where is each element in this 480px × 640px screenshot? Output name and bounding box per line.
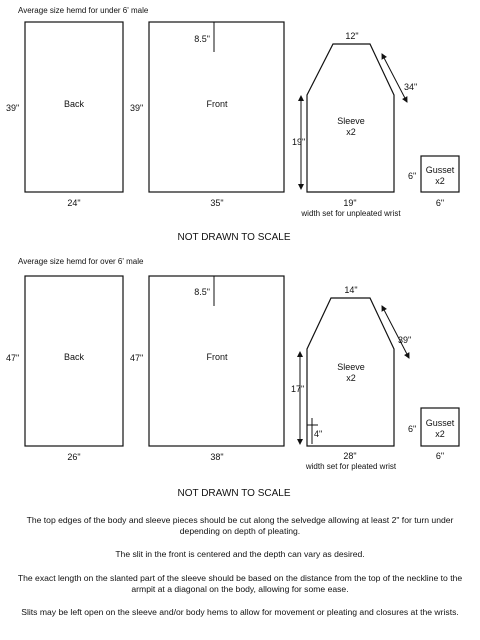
section2-gusset-bottom: 6": [435, 451, 445, 461]
section1-sleeve-bottom: 19": [343, 198, 357, 208]
section2-back-width: 26": [67, 452, 81, 462]
note-slit: The slit in the front is centered and the depth can vary as desired.: [115, 549, 365, 559]
section1-front-label: Front: [206, 99, 228, 109]
section2-front-label: Front: [206, 352, 228, 362]
section1-back-label: Back: [63, 99, 85, 109]
section2-sleeve-top: 14": [344, 285, 358, 295]
section1-sleeve-label: Sleeve: [337, 116, 365, 126]
section1-sleeve-note: width set for unpleated wrist: [301, 209, 401, 218]
section2-heading: Average size hemd for over 6' male: [18, 257, 144, 266]
section1-sleeve-count: x2: [346, 127, 356, 137]
section2-sleeve-note: width set for pleated wrist: [305, 462, 397, 471]
section2-front-width: 38": [210, 452, 224, 462]
section1-sleeve-side: 19": [292, 137, 306, 147]
section2-slit-depth: 8.5": [194, 287, 210, 297]
section1-sleeve-slant: 34": [404, 82, 418, 92]
section1-front-width: 35": [210, 198, 224, 208]
section2-sleeve-bottom: 28": [343, 451, 357, 461]
section1-gusset-bottom: 6": [435, 198, 445, 208]
section2-sleeve-slant: 39": [398, 335, 412, 345]
section2-back-label: Back: [63, 352, 85, 362]
section1-gusset-count: x2: [435, 176, 445, 186]
section2-sleeve-side: 17": [291, 384, 305, 394]
section2-front-height: 47": [130, 353, 144, 363]
section1-back-height: 39": [6, 103, 20, 113]
section2-sleeve-count: x2: [346, 373, 356, 383]
section1-slit-depth: 8.5": [194, 34, 210, 44]
section1-gusset-label: Gusset: [425, 165, 455, 175]
section2-gusset-label: Gusset: [425, 418, 455, 428]
section1-back-width: 24": [67, 198, 81, 208]
section1-disclaimer: NOT DRAWN TO SCALE: [177, 232, 291, 243]
note-slant: The exact length on the slanted part of the sleeve should be based on the distance from the top of the neckline to the armpit at a diagonal on the body, allowing for some ease.: [17, 573, 463, 594]
note-selvedge: The top edges of the body and sleeve pieces should be cut along the selvedge allowing at least 2" for turn under depending on depth of pleating.: [26, 515, 454, 536]
section2-back-height: 47": [6, 353, 20, 363]
section2-sleeve-inner: 4": [314, 429, 323, 439]
section2-gusset-side: 6": [408, 424, 417, 434]
section2-sleeve-piece: [307, 298, 394, 446]
section2-gusset-count: x2: [435, 429, 445, 439]
section2-sleeve-label: Sleeve: [337, 362, 365, 372]
section2-disclaimer: NOT DRAWN TO SCALE: [177, 488, 291, 499]
section1-gusset-side: 6": [408, 171, 417, 181]
section1-heading: Average size hemd for under 6' male: [18, 6, 149, 15]
note-hems: Slits may be left open on the sleeve and/or body hems to allow for movement or pleating and closures at the wrists.: [21, 607, 459, 617]
section1-front-height: 39": [130, 103, 144, 113]
section1-sleeve-top: 12": [345, 31, 359, 41]
